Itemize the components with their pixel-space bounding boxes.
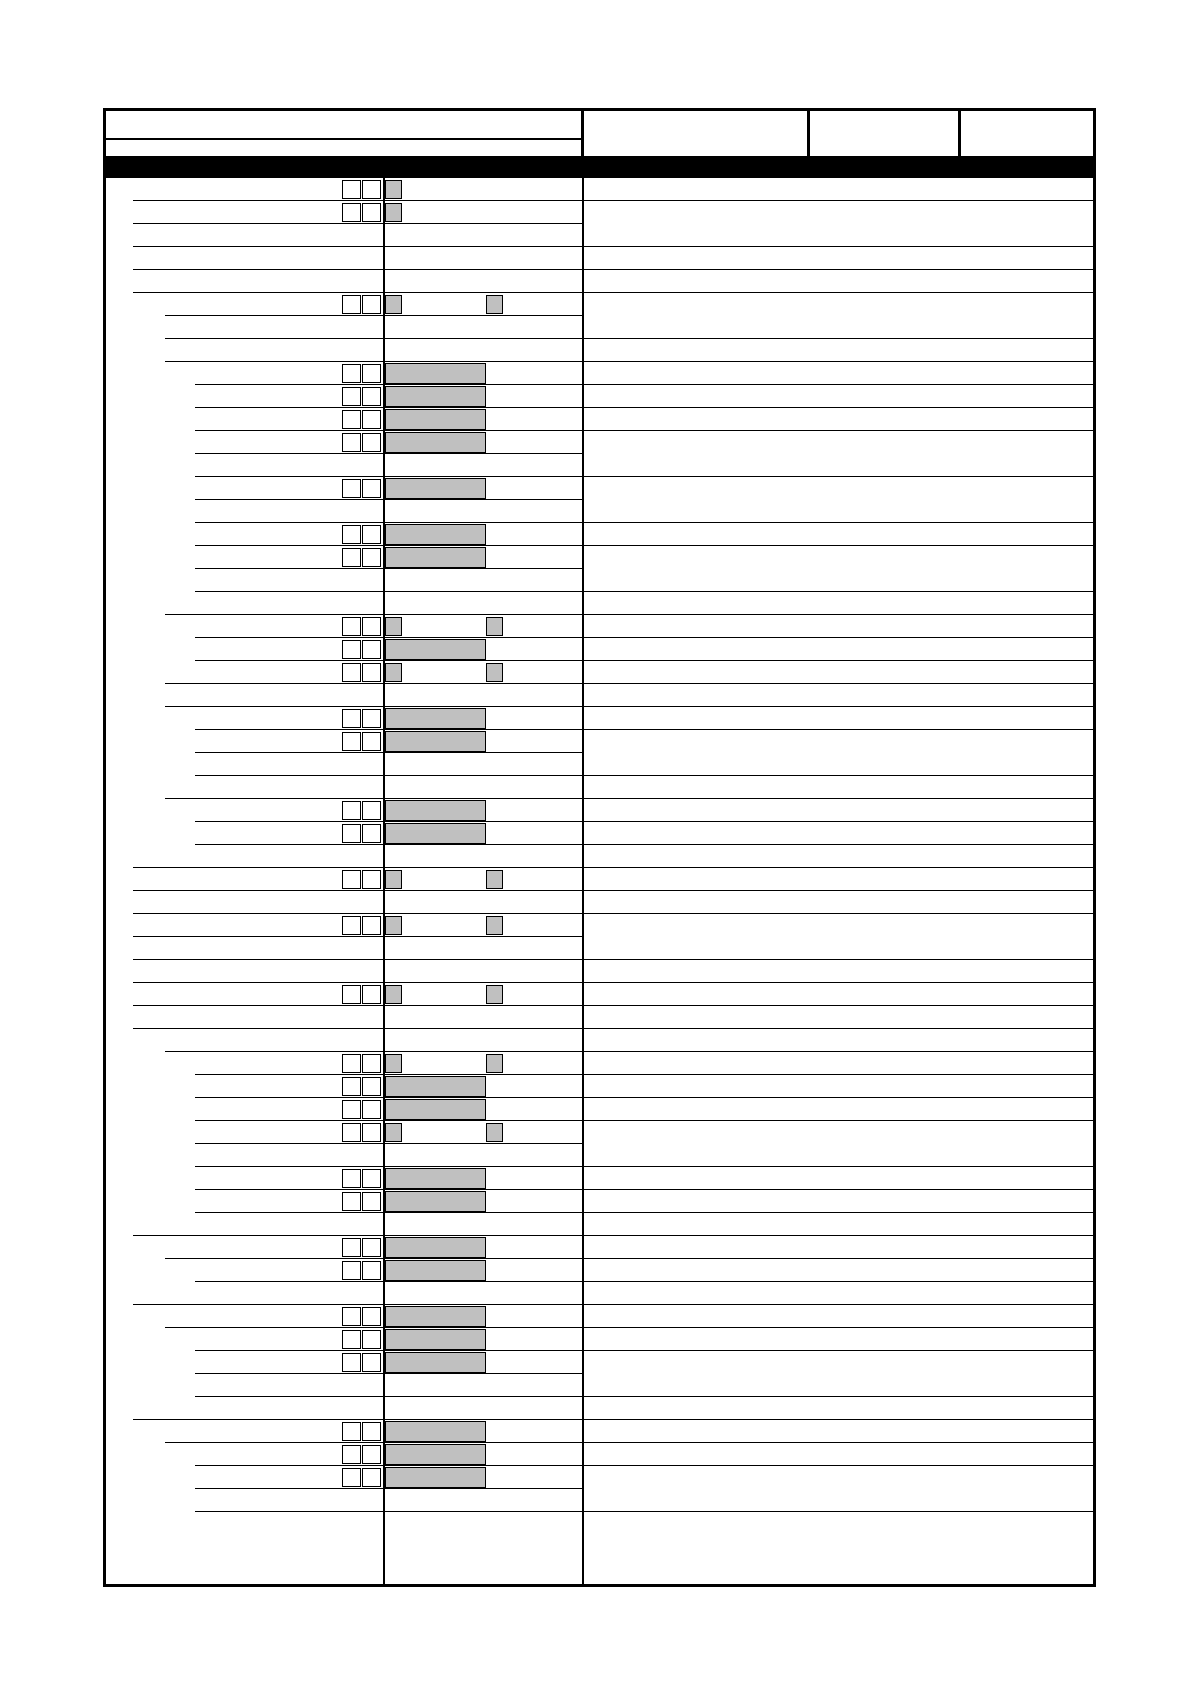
row-field-end-rule xyxy=(486,660,582,661)
row-field-end-rule xyxy=(486,223,582,224)
row-check-box-no[interactable] xyxy=(362,548,381,567)
row-remark-rule xyxy=(582,1465,1093,1466)
row-check-box-no[interactable] xyxy=(362,180,381,199)
row-remark-rule xyxy=(582,1097,1093,1098)
row-shaded-tick-a[interactable] xyxy=(385,203,402,222)
row-section-rule xyxy=(383,1304,1093,1305)
row-section-rule xyxy=(383,1028,1093,1029)
row-check-box-yes[interactable] xyxy=(342,1192,361,1211)
row-shaded-field[interactable] xyxy=(385,524,486,545)
row-check-box-no[interactable] xyxy=(362,1123,381,1142)
row-shaded-field[interactable] xyxy=(385,1168,486,1189)
row-check-box-yes[interactable] xyxy=(342,203,361,222)
row-remark-rule xyxy=(582,844,1093,845)
row-continuation-rule xyxy=(195,1396,582,1397)
row-remark-rule xyxy=(582,660,1093,661)
row-check-box-no[interactable] xyxy=(362,870,381,889)
row-field-end-rule xyxy=(486,545,582,546)
row-field-end-rule xyxy=(486,1143,582,1144)
row-remark-rule xyxy=(582,1258,1093,1259)
row-remark-rule xyxy=(582,1511,1093,1512)
row-check-box-yes[interactable] xyxy=(342,548,361,567)
row-shaded-field[interactable] xyxy=(385,478,486,499)
row-field-end-rule xyxy=(486,821,582,822)
row-check-box-yes[interactable] xyxy=(342,1330,361,1349)
row-shaded-field[interactable] xyxy=(385,823,486,844)
row-shaded-field[interactable] xyxy=(385,1099,486,1120)
row-remark-rule xyxy=(582,1350,1093,1351)
row-check-box-yes[interactable] xyxy=(342,663,361,682)
row-check-box-yes[interactable] xyxy=(342,916,361,935)
row-check-box-no[interactable] xyxy=(362,732,381,751)
row-remark-rule xyxy=(582,637,1093,638)
row-continuation-rule xyxy=(195,1166,582,1167)
row-remark-rule xyxy=(582,729,1093,730)
row-continuation-rule xyxy=(195,591,582,592)
header-cell-1 xyxy=(584,111,807,156)
row-check-box-yes[interactable] xyxy=(342,1100,361,1119)
row-field-end-rule xyxy=(486,200,582,201)
row-check-box-no[interactable] xyxy=(362,1100,381,1119)
row-check-box-yes[interactable] xyxy=(342,387,361,406)
row-continuation-rule xyxy=(133,959,582,960)
row-remark-rule xyxy=(582,1442,1093,1443)
row-check-box-yes[interactable] xyxy=(342,824,361,843)
row-shaded-field[interactable] xyxy=(385,1237,486,1258)
row-shaded-tick-b[interactable] xyxy=(486,295,503,314)
header-title-cell xyxy=(106,111,581,138)
body-vertical-divider-mid xyxy=(582,178,584,1584)
row-section-rule xyxy=(383,1419,1093,1420)
row-shaded-field[interactable] xyxy=(385,1076,486,1097)
row-field-end-rule xyxy=(486,430,582,431)
row-shaded-tick-a[interactable] xyxy=(385,180,402,199)
row-check-box-yes[interactable] xyxy=(342,479,361,498)
row-section-rule xyxy=(383,706,1093,707)
row-section-rule xyxy=(383,982,1093,983)
row-check-box-no[interactable] xyxy=(362,1261,381,1280)
row-continuation-rule xyxy=(133,246,582,247)
row-check-box-yes[interactable] xyxy=(342,1238,361,1257)
row-shaded-tick-b[interactable] xyxy=(486,663,503,682)
row-remark-rule xyxy=(582,1189,1093,1190)
row-shaded-tick-b[interactable] xyxy=(486,1054,503,1073)
row-shaded-tick-b[interactable] xyxy=(486,617,503,636)
row-field-end-rule xyxy=(486,683,582,684)
row-remark-rule xyxy=(582,407,1093,408)
row-remark-rule xyxy=(582,775,1093,776)
row-field-end-rule xyxy=(486,1373,582,1374)
row-remark-rule xyxy=(582,384,1093,385)
row-section-rule xyxy=(383,867,1093,868)
row-field-end-rule xyxy=(486,1097,582,1098)
row-field-end-rule xyxy=(486,729,582,730)
row-check-box-no[interactable] xyxy=(362,1330,381,1349)
row-section-rule xyxy=(383,798,1093,799)
row-continuation-rule xyxy=(195,476,582,477)
row-check-box-no[interactable] xyxy=(362,985,381,1004)
row-check-box-no[interactable] xyxy=(362,824,381,843)
row-check-box-no[interactable] xyxy=(362,525,381,544)
header-subtitle-cell xyxy=(106,140,581,156)
row-shaded-field[interactable] xyxy=(385,363,486,384)
row-check-box-no[interactable] xyxy=(362,1353,381,1372)
row-check-box-no[interactable] xyxy=(362,916,381,935)
row-field-end-rule xyxy=(486,1212,582,1213)
row-section-rule xyxy=(383,913,1093,914)
row-continuation-rule xyxy=(165,338,582,339)
row-shaded-tick-a[interactable] xyxy=(385,1123,402,1142)
row-field-end-rule xyxy=(486,568,582,569)
row-check-box-yes[interactable] xyxy=(342,709,361,728)
row-check-box-no[interactable] xyxy=(362,1077,381,1096)
row-check-box-no[interactable] xyxy=(362,1307,381,1326)
row-remark-rule xyxy=(582,683,1093,684)
row-check-box-yes[interactable] xyxy=(342,525,361,544)
row-field-end-rule xyxy=(486,499,582,500)
row-shaded-tick-a[interactable] xyxy=(385,295,402,314)
row-check-box-no[interactable] xyxy=(362,387,381,406)
row-field-end-rule xyxy=(486,1189,582,1190)
row-remark-rule xyxy=(582,1212,1093,1213)
row-section-rule xyxy=(383,614,1093,615)
row-shaded-field[interactable] xyxy=(385,1260,486,1281)
row-remark-rule xyxy=(582,890,1093,891)
row-remark-rule xyxy=(582,338,1093,339)
row-check-box-yes[interactable] xyxy=(342,870,361,889)
row-field-end-rule xyxy=(486,1120,582,1121)
row-check-box-no[interactable] xyxy=(362,1445,381,1464)
row-check-box-yes[interactable] xyxy=(342,410,361,429)
row-shaded-field[interactable] xyxy=(385,409,486,430)
row-field-end-rule xyxy=(486,1005,582,1006)
row-field-end-rule xyxy=(486,890,582,891)
row-check-box-no[interactable] xyxy=(362,1238,381,1257)
row-field-end-rule xyxy=(486,752,582,753)
row-check-box-yes[interactable] xyxy=(342,1468,361,1487)
row-field-end-rule xyxy=(486,315,582,316)
row-check-box-no[interactable] xyxy=(362,801,381,820)
row-check-box-no[interactable] xyxy=(362,1422,381,1441)
row-field-end-rule xyxy=(486,1442,582,1443)
row-check-box-yes[interactable] xyxy=(342,364,361,383)
row-continuation-rule xyxy=(195,775,582,776)
row-field-end-rule xyxy=(486,1074,582,1075)
row-field-end-rule xyxy=(486,1258,582,1259)
row-remark-rule xyxy=(582,1327,1093,1328)
row-check-box-no[interactable] xyxy=(362,617,381,636)
row-check-box-yes[interactable] xyxy=(342,985,361,1004)
row-shaded-tick-a[interactable] xyxy=(385,1054,402,1073)
row-section-rule xyxy=(383,361,1093,362)
row-remark-rule xyxy=(582,246,1093,247)
row-shaded-field[interactable] xyxy=(385,1467,486,1488)
row-check-box-yes[interactable] xyxy=(342,1422,361,1441)
row-check-box-no[interactable] xyxy=(362,709,381,728)
row-remark-rule xyxy=(582,959,1093,960)
row-shaded-field[interactable] xyxy=(385,708,486,729)
row-check-box-yes[interactable] xyxy=(342,1123,361,1142)
row-check-box-yes[interactable] xyxy=(342,433,361,452)
row-remark-rule xyxy=(582,545,1093,546)
row-shaded-field[interactable] xyxy=(385,547,486,568)
row-section-rule xyxy=(383,1235,1093,1236)
row-check-box-yes[interactable] xyxy=(342,732,361,751)
row-shaded-tick-b[interactable] xyxy=(486,1123,503,1142)
row-shaded-tick-a[interactable] xyxy=(385,985,402,1004)
header-cell-2 xyxy=(810,111,958,156)
row-remark-rule xyxy=(582,200,1093,201)
row-remark-rule xyxy=(582,522,1093,523)
row-shaded-field[interactable] xyxy=(385,731,486,752)
row-remark-rule xyxy=(582,1005,1093,1006)
header-cell-3 xyxy=(961,111,1093,156)
row-shaded-tick-a[interactable] xyxy=(385,663,402,682)
row-remark-rule xyxy=(582,821,1093,822)
row-field-end-rule xyxy=(486,1465,582,1466)
row-check-box-no[interactable] xyxy=(362,203,381,222)
row-check-box-no[interactable] xyxy=(362,1054,381,1073)
row-check-box-yes[interactable] xyxy=(342,1307,361,1326)
row-shaded-tick-b[interactable] xyxy=(486,916,503,935)
row-check-box-no[interactable] xyxy=(362,433,381,452)
row-check-box-yes[interactable] xyxy=(342,1169,361,1188)
section-header-band xyxy=(103,156,1096,178)
row-check-box-yes[interactable] xyxy=(342,1445,361,1464)
row-check-box-yes[interactable] xyxy=(342,801,361,820)
row-remark-rule xyxy=(582,1166,1093,1167)
row-field-end-rule xyxy=(486,1350,582,1351)
row-check-box-yes[interactable] xyxy=(342,617,361,636)
row-check-box-yes[interactable] xyxy=(342,1077,361,1096)
row-check-box-no[interactable] xyxy=(362,410,381,429)
row-shaded-field[interactable] xyxy=(385,1444,486,1465)
row-check-box-no[interactable] xyxy=(362,479,381,498)
form-outer-frame xyxy=(103,108,1096,1587)
row-remark-rule xyxy=(582,1281,1093,1282)
row-remark-rule xyxy=(582,476,1093,477)
row-shaded-field[interactable] xyxy=(385,800,486,821)
row-continuation-rule xyxy=(195,1511,582,1512)
row-shaded-field[interactable] xyxy=(385,1191,486,1212)
row-check-box-yes[interactable] xyxy=(342,1261,361,1280)
row-shaded-tick-b[interactable] xyxy=(486,985,503,1004)
row-check-box-no[interactable] xyxy=(362,1169,381,1188)
row-check-box-yes[interactable] xyxy=(342,180,361,199)
row-check-box-yes[interactable] xyxy=(342,1353,361,1372)
row-check-box-no[interactable] xyxy=(362,364,381,383)
row-shaded-field[interactable] xyxy=(385,1352,486,1373)
row-shaded-field[interactable] xyxy=(385,1306,486,1327)
row-check-box-no[interactable] xyxy=(362,295,381,314)
row-section-rule xyxy=(383,269,1093,270)
row-shaded-field[interactable] xyxy=(385,386,486,407)
row-check-box-yes[interactable] xyxy=(342,1054,361,1073)
row-remark-rule xyxy=(582,1120,1093,1121)
row-shaded-field[interactable] xyxy=(385,1421,486,1442)
row-field-end-rule xyxy=(486,844,582,845)
row-check-box-yes[interactable] xyxy=(342,640,361,659)
row-field-end-rule xyxy=(486,1327,582,1328)
row-remark-rule xyxy=(582,591,1093,592)
row-shaded-tick-a[interactable] xyxy=(385,916,402,935)
row-shaded-tick-b[interactable] xyxy=(486,870,503,889)
row-remark-rule xyxy=(582,1074,1093,1075)
row-field-end-rule xyxy=(486,936,582,937)
row-field-end-rule xyxy=(486,453,582,454)
row-continuation-rule xyxy=(195,522,582,523)
row-section-rule xyxy=(383,1051,1093,1052)
row-shaded-field[interactable] xyxy=(385,1329,486,1350)
row-field-end-rule xyxy=(486,407,582,408)
row-remark-rule xyxy=(582,430,1093,431)
row-shaded-field[interactable] xyxy=(385,432,486,453)
row-section-rule xyxy=(383,292,1093,293)
row-check-box-yes[interactable] xyxy=(342,295,361,314)
row-shaded-field[interactable] xyxy=(385,639,486,660)
row-shaded-tick-a[interactable] xyxy=(385,617,402,636)
row-shaded-tick-a[interactable] xyxy=(385,870,402,889)
row-remark-rule xyxy=(582,1396,1093,1397)
row-field-end-rule xyxy=(486,1488,582,1489)
row-field-end-rule xyxy=(486,637,582,638)
row-check-box-no[interactable] xyxy=(362,640,381,659)
row-field-end-rule xyxy=(486,1281,582,1282)
row-check-box-no[interactable] xyxy=(362,1468,381,1487)
row-check-box-no[interactable] xyxy=(362,663,381,682)
row-field-end-rule xyxy=(486,384,582,385)
row-check-box-no[interactable] xyxy=(362,1192,381,1211)
